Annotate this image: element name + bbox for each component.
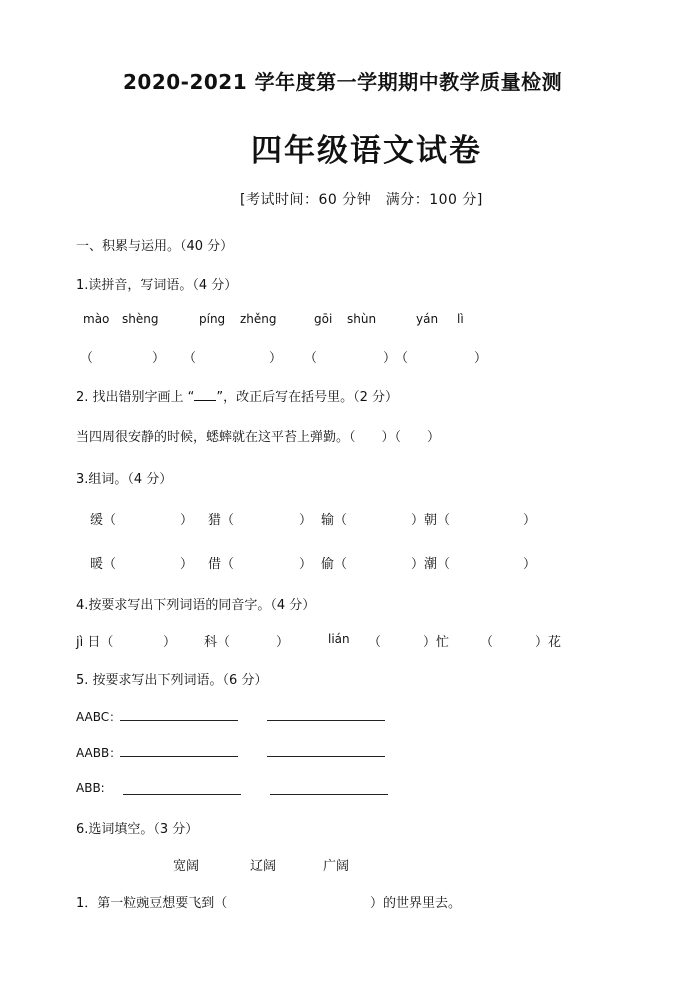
answer-box-close[interactable]: ） xyxy=(299,557,313,572)
word-item: 借（ xyxy=(208,557,235,572)
answer-line[interactable] xyxy=(270,794,388,795)
question-title: 4.按要求写出下列词语的同音字。（4 分） xyxy=(76,598,316,613)
answer-box-open: （ xyxy=(480,635,494,650)
pattern-label: AABC： xyxy=(76,710,122,724)
answer-box-close[interactable]: ） xyxy=(474,351,488,366)
pattern-label: ABB: xyxy=(76,781,105,795)
question-title xyxy=(76,386,398,405)
error-sentence: 当四周很安静的时候，蟋蟀就在这平苔上弹勤。（ ）（ ） xyxy=(76,430,441,445)
pattern-label: AABB： xyxy=(76,746,122,760)
pinyin: lián xyxy=(328,632,350,646)
pinyin: mào xyxy=(83,312,110,326)
answer-box-close[interactable]: ） xyxy=(163,635,177,650)
answer-line[interactable] xyxy=(120,720,238,721)
word-item: 偷（ xyxy=(321,557,348,572)
word-choice: 辽阔 xyxy=(250,859,277,874)
pinyin: lì xyxy=(457,312,464,326)
answer-box-open: （ xyxy=(304,351,318,366)
question-title: 5. 按要求写出下列词语。（6 分） xyxy=(76,673,268,688)
word-choice: 广阔 xyxy=(323,859,350,874)
exam-info: [考试时间：60 分钟 满分：100 分] xyxy=(240,192,483,208)
answer-box-open: （ xyxy=(80,351,94,366)
answer-box-close[interactable]: ） xyxy=(523,557,537,572)
word-item: 暖（ xyxy=(90,557,117,572)
school-year-title: 2020-2021 学年度第一学期期中教学质量检测 xyxy=(123,70,563,94)
answer-box-open: （ xyxy=(183,351,197,366)
answer-box-close[interactable]: ） xyxy=(180,557,194,572)
pinyin: shèng xyxy=(122,312,159,326)
question-title: 3.组词。（4 分） xyxy=(76,472,173,487)
answer-line[interactable] xyxy=(123,794,241,795)
pinyin: píng xyxy=(199,312,226,326)
pinyin: yán xyxy=(416,312,439,326)
word-item: 输（ xyxy=(321,513,348,528)
title-prefix: 2. 找出错别字画上 “ xyxy=(76,390,195,405)
answer-box-close[interactable]: ） xyxy=(276,635,290,650)
answer-box-close[interactable]: ） xyxy=(269,351,283,366)
word-item: 缓（ xyxy=(90,513,117,528)
question-title: 6.选词填空。（3 分） xyxy=(76,822,199,837)
answer-line[interactable] xyxy=(120,756,238,757)
pinyin: shùn xyxy=(347,312,377,326)
answer-box-close[interactable]: ） xyxy=(523,513,537,528)
answer-line[interactable] xyxy=(267,720,385,721)
word-item: 猎（ xyxy=(208,513,235,528)
question-title: 1.读拼音，写词语。（4 分） xyxy=(76,278,238,293)
homophone-item: 科（ xyxy=(204,635,231,650)
homophone-item[interactable]: ）忙 xyxy=(423,635,450,650)
section-title: 一、积累与运用。（40 分） xyxy=(76,239,234,254)
homophone-item[interactable]: ）花 xyxy=(535,635,562,650)
word-item: ）潮（ xyxy=(411,557,451,572)
answer-box-open: （ xyxy=(395,351,409,366)
answer-box-close[interactable]: ） xyxy=(152,351,166,366)
answer-box-close[interactable]: ） xyxy=(383,351,397,366)
title-suffix: ”，改正后写在括号里。（2 分） xyxy=(216,390,399,405)
homophone-item: jì 日（ xyxy=(76,635,114,650)
answer-box-open: （ xyxy=(368,635,382,650)
answer-box-close[interactable]: ） xyxy=(180,513,194,528)
fill-sentence-end[interactable]: ）的世界里去。 xyxy=(370,896,462,911)
pinyin: zhěng xyxy=(240,312,277,326)
word-choice: 宽阔 xyxy=(173,859,200,874)
answer-box-close[interactable]: ） xyxy=(299,513,313,528)
paper-title: 四年级语文试卷 xyxy=(251,133,482,169)
answer-line[interactable] xyxy=(267,756,385,757)
fill-sentence-start: 1．第一粒豌豆想要飞到（ xyxy=(76,896,228,911)
pinyin: gōi xyxy=(314,312,333,326)
underline-sample xyxy=(194,388,216,401)
word-item: ）朝（ xyxy=(411,513,451,528)
